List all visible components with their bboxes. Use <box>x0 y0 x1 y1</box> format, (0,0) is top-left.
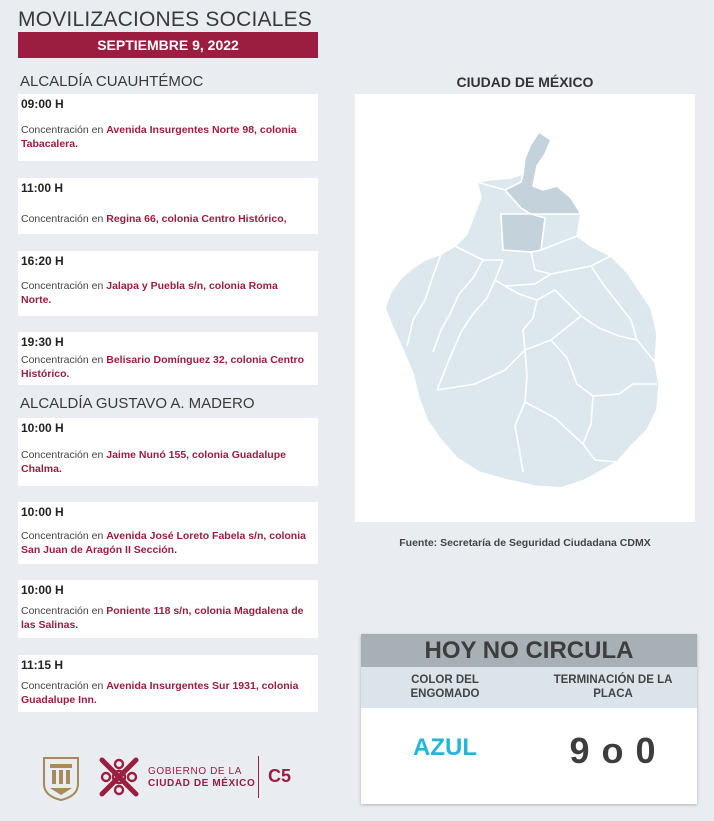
event-time: 11:00 H <box>21 181 64 195</box>
event-place: Jalapa y Puebla s/n, colonia Roma Norte. <box>21 280 278 306</box>
event-connector: en <box>88 280 107 292</box>
event-type: Concentración <box>21 605 89 617</box>
event-time: 11:15 H <box>21 658 64 672</box>
color-label: COLOR DEL ENGOMADO <box>410 674 480 700</box>
page-title: MOVILIZACIONES SOCIALES <box>18 8 313 31</box>
gov-line-1: GOBIERNO DE LA <box>148 766 242 777</box>
event-description <box>21 353 311 381</box>
hoy-no-circula-title: HOY NO CIRCULA <box>361 634 697 667</box>
c5-logo: C5 <box>268 766 292 786</box>
event-place: Avenida Insurgentes Sur 1931, colonia Guadalupe Inn. <box>21 680 299 706</box>
event-card <box>18 251 318 316</box>
event-type: Concentración <box>21 280 89 292</box>
footer-logos <box>40 752 310 802</box>
event-type: Concentración <box>21 449 89 461</box>
event-connector: en <box>88 449 107 461</box>
event-description <box>21 212 311 226</box>
cdmx-map <box>355 94 695 522</box>
event-place: Belisario Domínguez 32, colonia Centro Histórico. <box>21 354 305 380</box>
event-time: 09:00 H <box>21 97 64 111</box>
map-title: CIUDAD DE MÉXICO <box>456 74 594 90</box>
event-time: 10:00 H <box>21 505 64 519</box>
national-seal-icon <box>40 754 82 802</box>
plate-value: 9 o 0 <box>569 730 657 771</box>
event-connector: en <box>88 530 107 542</box>
event-card <box>18 502 318 564</box>
event-connector: en <box>88 605 107 617</box>
event-card <box>18 580 318 638</box>
event-card <box>18 418 318 486</box>
section-title-cuauhtemoc: ALCALDÍA CUAUHTÉMOC <box>20 73 204 90</box>
plate-label: TERMINACIÓN DE LA PLACA <box>553 674 673 700</box>
event-connector: en <box>88 213 107 225</box>
event-type: Concentración <box>21 680 89 692</box>
event-description <box>21 679 311 707</box>
event-card <box>18 655 318 712</box>
section-title-gustavo-a-madero: ALCALDÍA GUSTAVO A. MADERO <box>20 395 255 412</box>
event-description <box>21 529 311 557</box>
borough-gustavo-a-madero <box>505 132 581 214</box>
event-time: 10:00 H <box>21 583 64 597</box>
gov-logo-text <box>148 766 255 790</box>
event-type: Concentración <box>21 124 89 136</box>
event-place: Jaime Nunó 155, colonia Guadalupe Chalma. <box>21 449 286 475</box>
event-type: Concentración <box>21 213 89 225</box>
event-description <box>21 123 311 151</box>
event-connector: en <box>88 680 107 692</box>
event-type: Concentración <box>21 354 89 366</box>
date-banner: SEPTIEMBRE 9, 2022 <box>18 32 318 58</box>
map-panel <box>355 94 695 522</box>
event-place: Regina 66, colonia Centro Histórico, <box>106 213 287 225</box>
event-card <box>18 94 318 161</box>
event-time: 16:20 H <box>21 254 64 268</box>
event-place: Avenida Insurgentes Norte 98, colonia Tabacalera. <box>21 124 297 150</box>
event-time: 10:00 H <box>21 421 64 435</box>
logo-divider <box>258 756 259 798</box>
event-description <box>21 279 311 307</box>
event-connector: en <box>88 124 107 136</box>
event-place: Poniente 118 s/n, colonia Magdalena de las Salinas. <box>21 605 304 631</box>
event-time: 19:30 H <box>21 335 64 349</box>
event-card <box>18 178 318 234</box>
color-value: AZUL <box>413 734 477 761</box>
hoy-no-circula-panel <box>361 634 697 804</box>
event-card <box>18 332 318 385</box>
event-connector: en <box>88 354 107 366</box>
borough-cuauhtemoc <box>501 214 545 252</box>
gov-line-2: CIUDAD DE MÉXICO <box>148 778 256 789</box>
event-description <box>21 604 311 632</box>
map-source: Fuente: Secretaría de Seguridad Ciudadana CDMX <box>399 537 651 549</box>
hoy-no-circula-header <box>361 667 697 708</box>
event-description <box>21 448 311 476</box>
cdmx-logo-icon <box>94 752 144 802</box>
event-type: Concentración <box>21 530 89 542</box>
event-place: Avenida José Loreto Fabela s/n, colonia San Juan de Aragón II Sección. <box>21 530 306 556</box>
